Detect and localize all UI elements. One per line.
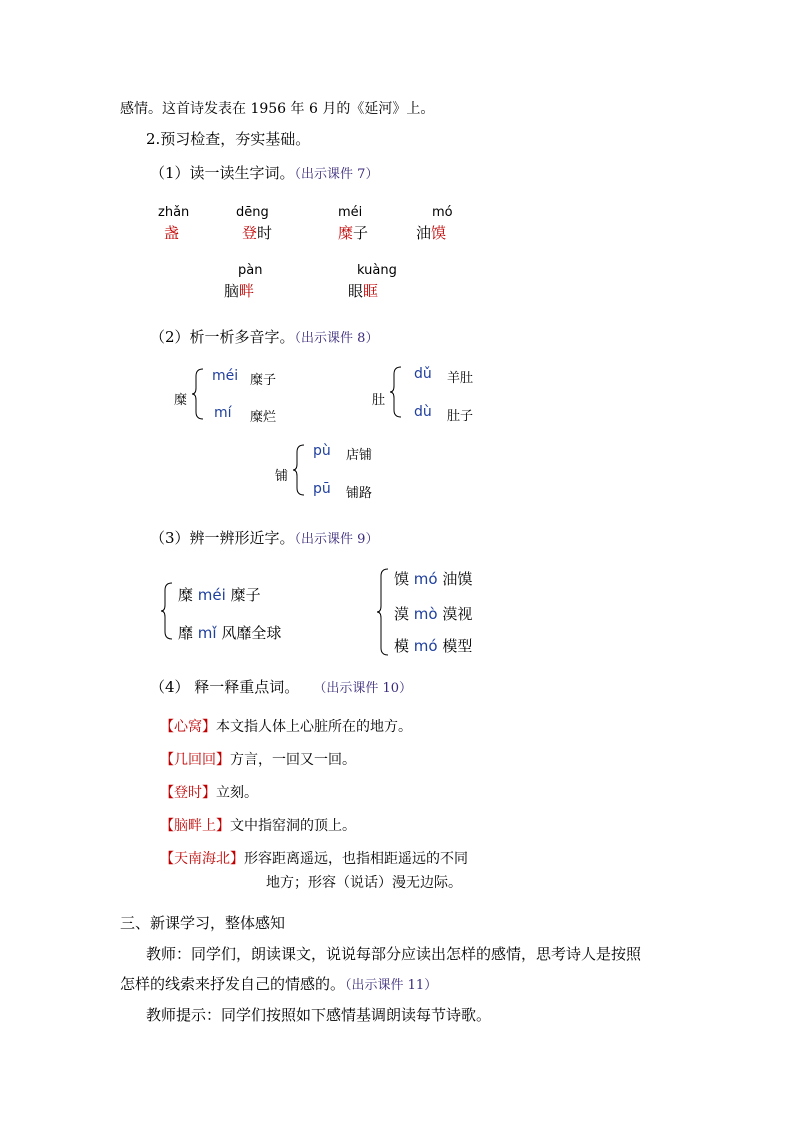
pinyin-mo: mó [432, 205, 453, 220]
similar-mo-moshi: 漠 mò 漠视 [394, 605, 473, 623]
teacher-line-2: 怎样的线索来抒发自己的情感的。（出示课件 11） [120, 975, 438, 993]
glossary-item: 【登时】立刻。 [160, 785, 258, 801]
section-1-ref: （出示课件 7） [294, 167, 379, 182]
poly-word-pulu: 铺路 [346, 486, 373, 501]
section-3-ref: （出示课件 9） [294, 532, 379, 547]
pinyin-deng: dēng [236, 205, 269, 220]
section-4-label: （4） 释一释重点词。 [150, 678, 300, 696]
poly-char-mei: 糜 [174, 393, 188, 408]
pinyin-mei: méi [338, 205, 363, 220]
section-3-heading [150, 527, 378, 548]
word-dengshi: 登时 [242, 224, 273, 242]
brace-icon [389, 366, 403, 418]
section-3-label: （3）辨一辨形近字。 [150, 529, 295, 547]
poly-py-du3: dǔ [414, 366, 432, 382]
teacher-line-1: 教师：同学们，朗读课文，说说每部分应读出怎样的感情，思考诗人是按照 [146, 945, 642, 963]
section-2-heading [150, 326, 378, 347]
poly-py-pu1: pū [313, 481, 331, 497]
word-yankuang: 眼眶 [348, 282, 379, 300]
section-4-ref: （出示课件 10） [313, 681, 412, 696]
similar-mi: 靡 mǐ 风靡全球 [178, 624, 282, 642]
poly-word-duzi: 肚子 [447, 409, 474, 424]
section-1-label: （1）读一读生字词。 [150, 164, 295, 182]
glossary-item: 【几回回】方言，一回又一回。 [160, 752, 356, 768]
similar-mo-moxing: 模 mó 模型 [394, 637, 473, 655]
poly-word-dianpu: 店铺 [346, 448, 373, 463]
intro-line: 感情。这首诗发表在 1956 年 6 月的《延河》上。 [120, 101, 435, 117]
poly-char-pu: 铺 [275, 469, 289, 484]
similar-mo-youmo: 馍 mó 油馍 [394, 570, 473, 588]
teacher-hint: 教师提示：同学们按照如下感情基调朗读每节诗歌。 [146, 1006, 492, 1024]
brace-icon [292, 444, 306, 496]
section-2-label: （2）析一析多音字。 [150, 328, 295, 346]
brace-icon [191, 368, 205, 420]
poly-py-mi: mí [214, 405, 232, 421]
char-zhan: 盏 [164, 224, 180, 242]
section-1-heading [150, 162, 378, 183]
brace-icon [160, 582, 174, 640]
pinyin-kuang: kuàng [357, 263, 397, 278]
poly-word-meizi: 糜子 [250, 373, 277, 388]
word-meizi: 糜子 [338, 224, 369, 242]
poly-py-mei: méi [212, 368, 239, 384]
glossary-item: 【脑畔上】文中指窑洞的顶上。 [160, 818, 356, 834]
step2-heading: 2.预习检查，夯实基础。 [146, 130, 311, 148]
section-2-ref: （出示课件 8） [294, 331, 379, 346]
word-naopan: 脑畔 [224, 282, 255, 300]
teacher-ref: （出示课件 11） [345, 978, 438, 993]
glossary-item: 【心窝】本文指人体上心脏所在的地方。 [160, 719, 412, 735]
similar-mei: 糜 méi 糜子 [178, 586, 261, 604]
poly-char-du: 肚 [372, 393, 386, 408]
poly-py-du4: dù [414, 404, 432, 420]
poly-py-pu4: pù [313, 443, 331, 459]
section-4-heading [150, 676, 412, 697]
section3-heading: 三、新课学习，整体感知 [120, 914, 286, 932]
pinyin-zhan: zhǎn [158, 205, 190, 220]
brace-icon [376, 568, 390, 656]
word-youmo: 油馍 [416, 224, 447, 242]
poly-word-milan: 糜烂 [250, 410, 277, 425]
pinyin-pan: pàn [238, 263, 263, 278]
glossary-item-cont: 地方；形容（说话）漫无边际。 [266, 875, 462, 891]
poly-word-yangdu: 羊肚 [447, 371, 474, 386]
glossary-item: 【天南海北】形容距离遥远，也指相距遥远的不同 [160, 851, 468, 867]
